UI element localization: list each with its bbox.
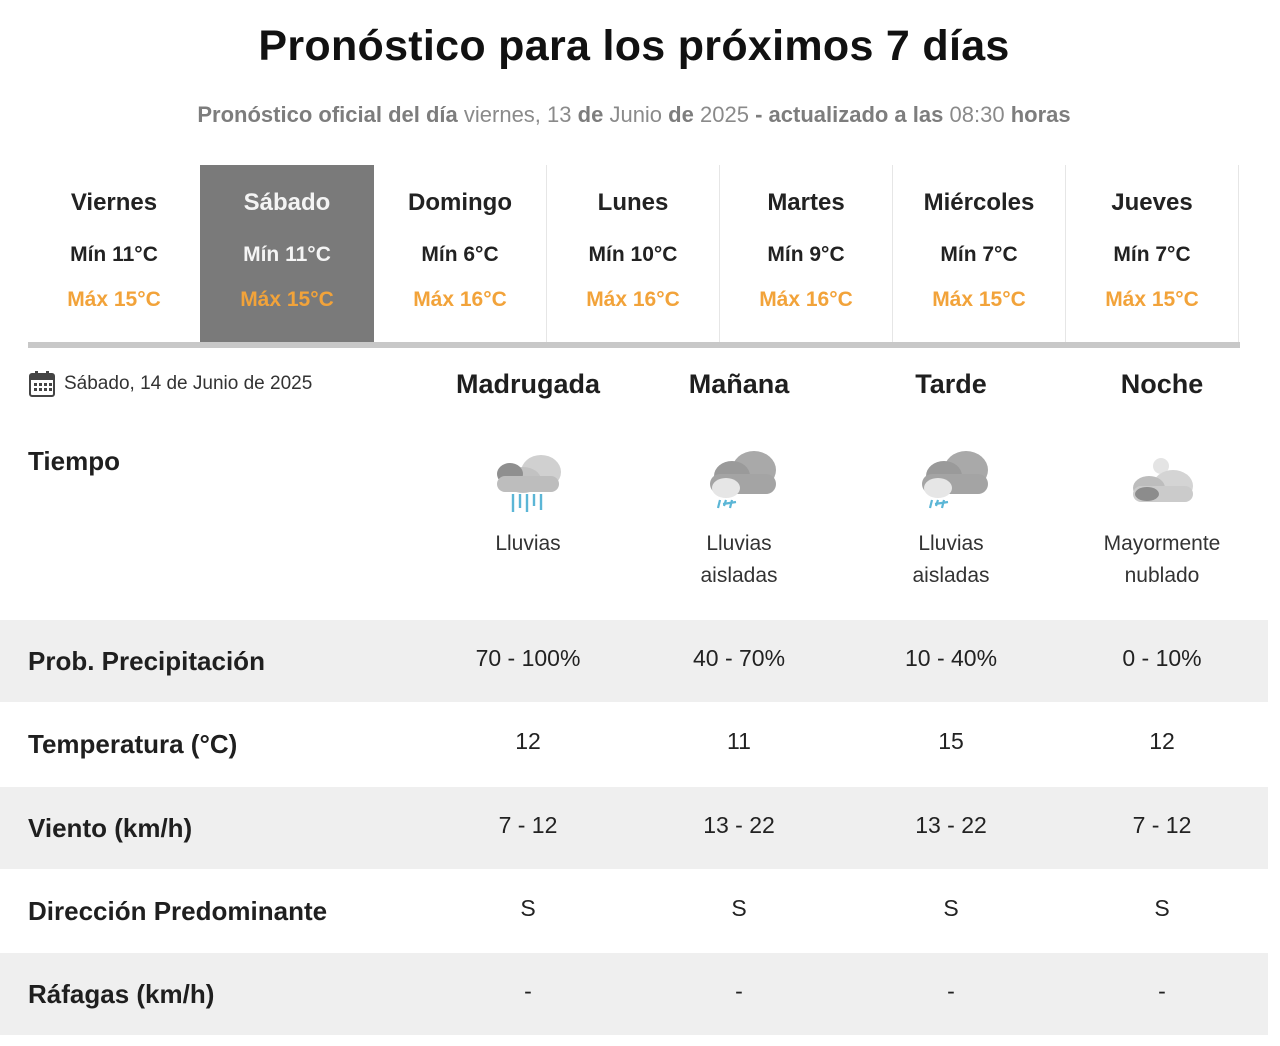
calendar-icon	[28, 370, 56, 398]
cell-value: 7 - 12	[498, 812, 558, 838]
day-max-temp: Máx 15°C	[67, 288, 161, 311]
row-label: Dirección Predominante	[28, 896, 328, 926]
forecast-subtitle	[0, 102, 1268, 128]
day-name: Miércoles	[923, 189, 1035, 216]
period-tarde: Tarde	[915, 369, 987, 399]
row-temperature	[0, 703, 1268, 785]
weather-description	[845, 528, 1057, 592]
cell-value: 40 - 70%	[692, 645, 786, 671]
day-name: Viernes	[70, 189, 158, 216]
tiempo-label: Tiempo	[28, 446, 120, 476]
day-min-temp: Mín 11°C	[243, 243, 331, 266]
day-max-temp: Máx 15°C	[240, 288, 334, 311]
day-tab-domingo[interactable]	[373, 165, 546, 342]
cell-value: 7 - 12	[1132, 812, 1192, 838]
day-name: Lunes	[597, 189, 669, 216]
weather-description	[633, 528, 845, 592]
day-max-temp: Máx 16°C	[759, 288, 853, 311]
period-manana: Mañana	[688, 369, 790, 399]
day-name: Jueves	[1111, 189, 1193, 216]
day-min-temp: Mín 11°C	[70, 243, 158, 266]
day-tab-martes[interactable]	[719, 165, 892, 342]
subtitle-de2: de	[668, 102, 694, 127]
row-gusts	[0, 953, 1268, 1035]
cell-value: -	[947, 978, 955, 1004]
cell-value: S	[731, 895, 747, 921]
day-tab-miercoles[interactable]	[892, 165, 1065, 342]
date-label: Sábado, 14 de Junio de 2025	[64, 373, 313, 394]
cell-value: -	[735, 978, 743, 1004]
cell-value: -	[524, 978, 532, 1004]
weather-description	[422, 528, 634, 560]
subtitle-hours: horas	[1010, 102, 1071, 127]
day-min-temp: Mín 7°C	[1113, 243, 1191, 266]
isolated-rain-cloud-icon	[633, 444, 845, 524]
cell-value: 12	[1149, 728, 1175, 754]
weather-desc-line1: Lluvias	[706, 532, 772, 555]
subtitle-month: Junio	[609, 102, 663, 127]
cell-value: 10 - 40%	[904, 645, 998, 671]
isolated-rain-cloud-icon	[845, 444, 1057, 524]
mostly-cloudy-night-icon	[1056, 444, 1268, 524]
rain-cloud-icon	[422, 444, 634, 524]
tabs-divider	[28, 342, 1240, 348]
day-max-temp: Máx 16°C	[413, 288, 507, 311]
weather-desc-line1: Lluvias	[495, 532, 561, 555]
period-noche: Noche	[1120, 369, 1204, 399]
day-tab-sabado[interactable]	[200, 165, 373, 342]
weather-desc-line2: nublado	[1124, 564, 1200, 587]
subtitle-time: 08:30	[949, 102, 1005, 127]
weather-description	[1056, 528, 1268, 592]
subtitle-dash: -	[755, 102, 763, 127]
row-label: Prob. Precipitación	[28, 646, 265, 676]
cell-value: 12	[515, 728, 541, 754]
cell-value: 15	[938, 728, 964, 754]
page-title: Pronóstico para los próximos 7 días	[258, 22, 1010, 70]
row-label: Ráfagas (km/h)	[28, 979, 215, 1009]
row-label: Temperatura (°C)	[28, 729, 238, 759]
cell-value: -	[1158, 978, 1166, 1004]
cell-value: S	[943, 895, 959, 921]
subtitle-de1: de	[577, 102, 604, 127]
cell-value: S	[520, 895, 536, 921]
cell-value: 13 - 22	[915, 812, 987, 838]
row-label: Viento (km/h)	[28, 813, 193, 843]
subtitle-updated-label: actualizado a las	[768, 102, 944, 127]
weather-desc-line2: aisladas	[912, 564, 990, 587]
day-min-temp: Mín 6°C	[421, 243, 499, 266]
weather-desc-line1: Lluvias	[918, 532, 984, 555]
day-min-temp: Mín 10°C	[588, 243, 678, 266]
day-max-temp: Máx 15°C	[1105, 288, 1199, 311]
day-name: Sábado	[243, 189, 331, 216]
cell-value: 11	[727, 728, 751, 754]
subtitle-year: 2025	[699, 102, 749, 127]
selected-date	[28, 366, 312, 402]
day-name: Martes	[767, 189, 845, 216]
cell-value: 0 - 10%	[1122, 645, 1202, 671]
subtitle-day: viernes, 13	[463, 102, 572, 127]
day-tab-lunes[interactable]	[546, 165, 719, 342]
weather-desc-line2: aisladas	[700, 564, 778, 587]
row-wind	[0, 787, 1268, 869]
weather-desc-line1: Mayormente	[1103, 532, 1221, 555]
day-tab-viernes[interactable]	[28, 165, 200, 342]
row-wind-direction	[0, 870, 1268, 952]
subtitle-prefix: Pronóstico oficial del día	[197, 102, 458, 127]
day-min-temp: Mín 9°C	[767, 243, 845, 266]
period-madrugada: Madrugada	[455, 369, 601, 399]
cell-value: 70 - 100%	[475, 645, 581, 671]
cell-value: 13 - 22	[703, 812, 775, 838]
day-tab-jueves[interactable]	[1065, 165, 1239, 342]
day-tabs	[28, 165, 1239, 342]
day-name: Domingo	[408, 189, 512, 216]
day-max-temp: Máx 16°C	[586, 288, 680, 311]
day-max-temp: Máx 15°C	[932, 288, 1026, 311]
cell-value: S	[1154, 895, 1170, 921]
row-precipitation	[0, 620, 1268, 702]
day-min-temp: Mín 7°C	[940, 243, 1018, 266]
